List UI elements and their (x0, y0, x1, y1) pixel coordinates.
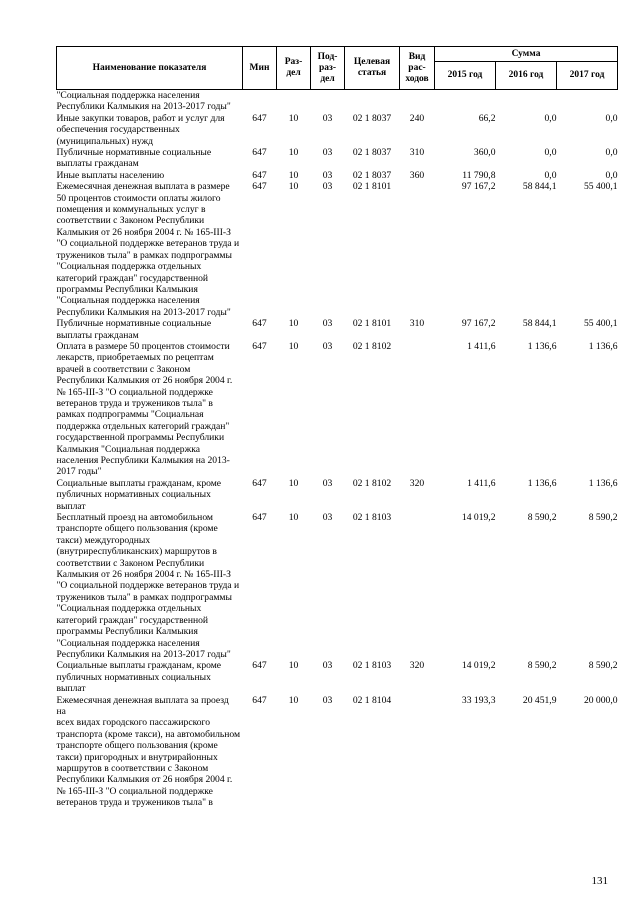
cell-sum-2017: 55 400,1 (583, 318, 618, 330)
cell-razdel: 10 (288, 477, 299, 489)
budget-table-page (56, 46, 617, 809)
cell-name: Социальные выплаты гражданам, кроме публичных нормативных социальных выплат (56, 660, 222, 695)
cell-razdel: 10 (288, 318, 299, 330)
header-2016: 2016 год (496, 62, 557, 90)
table-body (57, 90, 618, 809)
header-name: Наименование показателя (57, 47, 243, 90)
cell-celevaya-statya: 02 1 8037 (352, 169, 392, 181)
cell-vid-rashodov (400, 512, 435, 660)
cell-sum-2016: 58 844,1 (522, 181, 557, 193)
cell-name: Оплата в размере 50 процентов стоимости лекарств, приобретаемых по рецептам врачей в соответствии с Законом Республики Калмыкия от 26 ноября 2004 г. № 165-III-З "О социальной поддержке ветеранов труда и тружеников тыла" в рамках подпрограммы "Социальная поддержка отдельных категорий граждан" государственной программы Республики Калмыкия "Социальная поддержка населения Республики Калмыкия на 2013- 2017 годы" (56, 340, 233, 478)
cell-name: Бесплатный проезд на автомобильном транспорте общего пользования (кроме такси) междугородных (внутриреспубликанских) маршрутов в соответствии с Законом Республики Калмыкия от 26 ноября 2004 г. № 165-III-З "О социальной поддержке ветеранов труда и тружеников тыла" в рамках подпрограммы "Социальная поддержка отдельных категорий граждан" государственной программы Республики Калмыкия "Социальная поддержка населения Республики Калмыкия на 2013-2017 годы" (56, 512, 240, 660)
cell-sum-2016: 0,0 (544, 112, 557, 124)
cell-razdel: 10 (288, 112, 299, 124)
cell-name: Публичные нормативные социальные выплаты гражданам (56, 147, 212, 170)
cell-sum-2016: 58 844,1 (522, 318, 557, 330)
page-number: 131 (591, 875, 608, 887)
cell-name: Иные выплаты населению (56, 169, 165, 181)
table-row (57, 318, 618, 341)
cell-celevaya-statya: 02 1 8103 (352, 660, 392, 672)
cell-min: 647 (252, 512, 267, 524)
cell-podrazdel: 03 (322, 181, 333, 193)
budget-table (56, 46, 618, 809)
cell-sum-2016: 1 136,6 (527, 340, 557, 352)
cell-podrazdel (311, 90, 345, 113)
cell-min (243, 90, 277, 113)
cell-celevaya-statya: 02 1 8102 (352, 477, 392, 489)
cell-podrazdel: 03 (322, 169, 333, 181)
table-row (57, 113, 618, 147)
cell-podrazdel: 03 (322, 477, 333, 489)
cell-podrazdel: 03 (322, 340, 333, 352)
cell-sum-2015: 1 411,6 (467, 340, 496, 352)
cell-sum-2017: 0,0 (605, 112, 618, 124)
cell-name: Иные закупки товаров, работ и услуг для обеспечения государственных (муниципальных) нужд (56, 112, 225, 147)
cell-min: 647 (252, 181, 267, 193)
cell-sum-2015: 97 167,2 (461, 318, 496, 330)
cell-sum-2015: 14 019,2 (461, 512, 496, 524)
cell-min: 647 (252, 112, 267, 124)
cell-sum-2017: 0,0 (605, 147, 618, 159)
cell-razdel: 10 (288, 340, 299, 352)
cell-podrazdel: 03 (322, 694, 333, 706)
cell-sum-2017: 8 590,2 (588, 512, 618, 524)
header-2017: 2017 год (557, 62, 618, 90)
cell-razdel: 10 (288, 147, 299, 159)
cell-vid-rashodov (400, 181, 435, 318)
cell-sum-2016: 1 136,6 (527, 477, 557, 489)
cell-vid-rashodov: 240 (409, 112, 425, 124)
cell-sum-2017: 8 590,2 (588, 660, 618, 672)
table-row (57, 478, 618, 512)
cell-sum-2017: 1 136,6 (588, 477, 618, 489)
cell-razdel: 10 (288, 660, 299, 672)
table-row (57, 695, 618, 809)
cell-sum-2015: 66,2 (478, 112, 496, 124)
cell-sum-2016: 8 590,2 (527, 512, 557, 524)
cell-vid-rashodov (400, 341, 435, 478)
cell-sum-2015: 33 193,3 (461, 694, 496, 706)
table-row (57, 512, 618, 660)
cell-vid-rashodov: 310 (409, 147, 425, 159)
cell-sum-2016: 8 590,2 (527, 660, 557, 672)
cell-name: Ежемесячная денежная выплата в размере 50 процентов стоимости оплаты жилого помещения и коммунальных услуг в соответствии с Законом Республики Калмыкия от 26 ноября 2004 г. № 165-III-З "О социальной поддержке ветеранов труда и тружеников тыла" в рамках подпрограммы "Социальная поддержка отдельных категорий граждан" государственной программы Республики Калмыкия "Социальная поддержка населения Республики Калмыкия на 2013-2017 годы" (56, 181, 240, 318)
cell-razdel: 10 (288, 169, 299, 181)
cell-vid-rashodov: 310 (409, 318, 425, 330)
cell-min: 647 (252, 147, 267, 159)
cell-razdel: 10 (288, 512, 299, 524)
cell-min: 647 (252, 660, 267, 672)
cell-min: 647 (252, 340, 267, 352)
cell-sum-2015 (435, 90, 496, 113)
header-podrazdel: Под- раз- дел (311, 47, 345, 90)
header-razdel: Раз- дел (277, 47, 311, 90)
cell-celevaya-statya (345, 90, 400, 113)
table-row (57, 660, 618, 694)
cell-sum-2015: 1 411,6 (467, 477, 496, 489)
table-row (57, 181, 618, 318)
cell-name: Публичные нормативные социальные выплаты гражданам (56, 318, 212, 341)
cell-celevaya-statya: 02 1 8037 (352, 112, 392, 124)
header-vid-rashodov: Вид рас- ходов (400, 47, 435, 90)
table-row (57, 90, 618, 113)
cell-celevaya-statya: 02 1 8104 (352, 694, 392, 706)
cell-podrazdel: 03 (322, 660, 333, 672)
cell-celevaya-statya: 02 1 8102 (352, 340, 392, 352)
table-row (57, 341, 618, 478)
cell-min: 647 (252, 694, 267, 706)
cell-sum-2016: 0,0 (544, 147, 557, 159)
cell-celevaya-statya: 02 1 8103 (352, 512, 392, 524)
cell-vid-rashodov: 320 (409, 660, 425, 672)
cell-sum-2015: 14 019,2 (461, 660, 496, 672)
cell-min: 647 (252, 169, 267, 181)
header-2015: 2015 год (435, 62, 496, 90)
header-summa: Сумма (435, 47, 618, 62)
cell-sum-2015: 11 790,8 (462, 169, 496, 181)
cell-sum-2017: 1 136,6 (588, 340, 618, 352)
cell-name: Социальные выплаты гражданам, кроме публичных нормативных социальных выплат (56, 477, 222, 512)
cell-podrazdel: 03 (322, 112, 333, 124)
cell-vid-rashodov (400, 90, 435, 113)
cell-podrazdel: 03 (322, 147, 333, 159)
cell-name: "Социальная поддержка населения Республики Калмыкия на 2013-2017 годы" (56, 90, 231, 113)
table-row (57, 170, 618, 181)
table-row (57, 147, 618, 170)
cell-razdel: 10 (288, 181, 299, 193)
table-header (57, 47, 618, 90)
cell-sum-2017: 0,0 (605, 169, 618, 181)
cell-sum-2017 (557, 90, 618, 113)
cell-vid-rashodov (400, 695, 435, 809)
cell-vid-rashodov: 360 (409, 169, 425, 181)
cell-sum-2016 (496, 90, 557, 113)
cell-razdel (277, 90, 311, 113)
cell-sum-2017: 55 400,1 (583, 181, 618, 193)
cell-vid-rashodov: 320 (409, 477, 425, 489)
header-min: Мин (243, 47, 277, 90)
cell-celevaya-statya: 02 1 8101 (352, 318, 392, 330)
cell-celevaya-statya: 02 1 8037 (352, 147, 392, 159)
cell-celevaya-statya: 02 1 8101 (352, 181, 392, 193)
cell-razdel: 10 (288, 694, 299, 706)
cell-min: 647 (252, 318, 267, 330)
cell-sum-2015: 97 167,2 (461, 181, 496, 193)
cell-podrazdel: 03 (322, 512, 333, 524)
header-celevaya-statya: Целевая статья (345, 47, 400, 90)
cell-name: Ежемесячная денежная выплата за проезд на всех видах городского пассажирского транспорта (кроме такси), на автомобильном транспорте общего пользования (кроме такси) пригородных и внутрирайонных маршрутов в соответствии с Законом Республики Калмыкия от 26 ноября 2004 г. № 165-III-З "О социальной поддержке ветеранов труда и тружеников тыла" в (56, 694, 241, 809)
cell-sum-2017: 20 000,0 (583, 694, 618, 706)
cell-sum-2016: 20 451,9 (522, 694, 557, 706)
cell-sum-2015: 360,0 (473, 147, 496, 159)
cell-min: 647 (252, 477, 267, 489)
cell-podrazdel: 03 (322, 318, 333, 330)
cell-sum-2016: 0,0 (544, 169, 557, 181)
